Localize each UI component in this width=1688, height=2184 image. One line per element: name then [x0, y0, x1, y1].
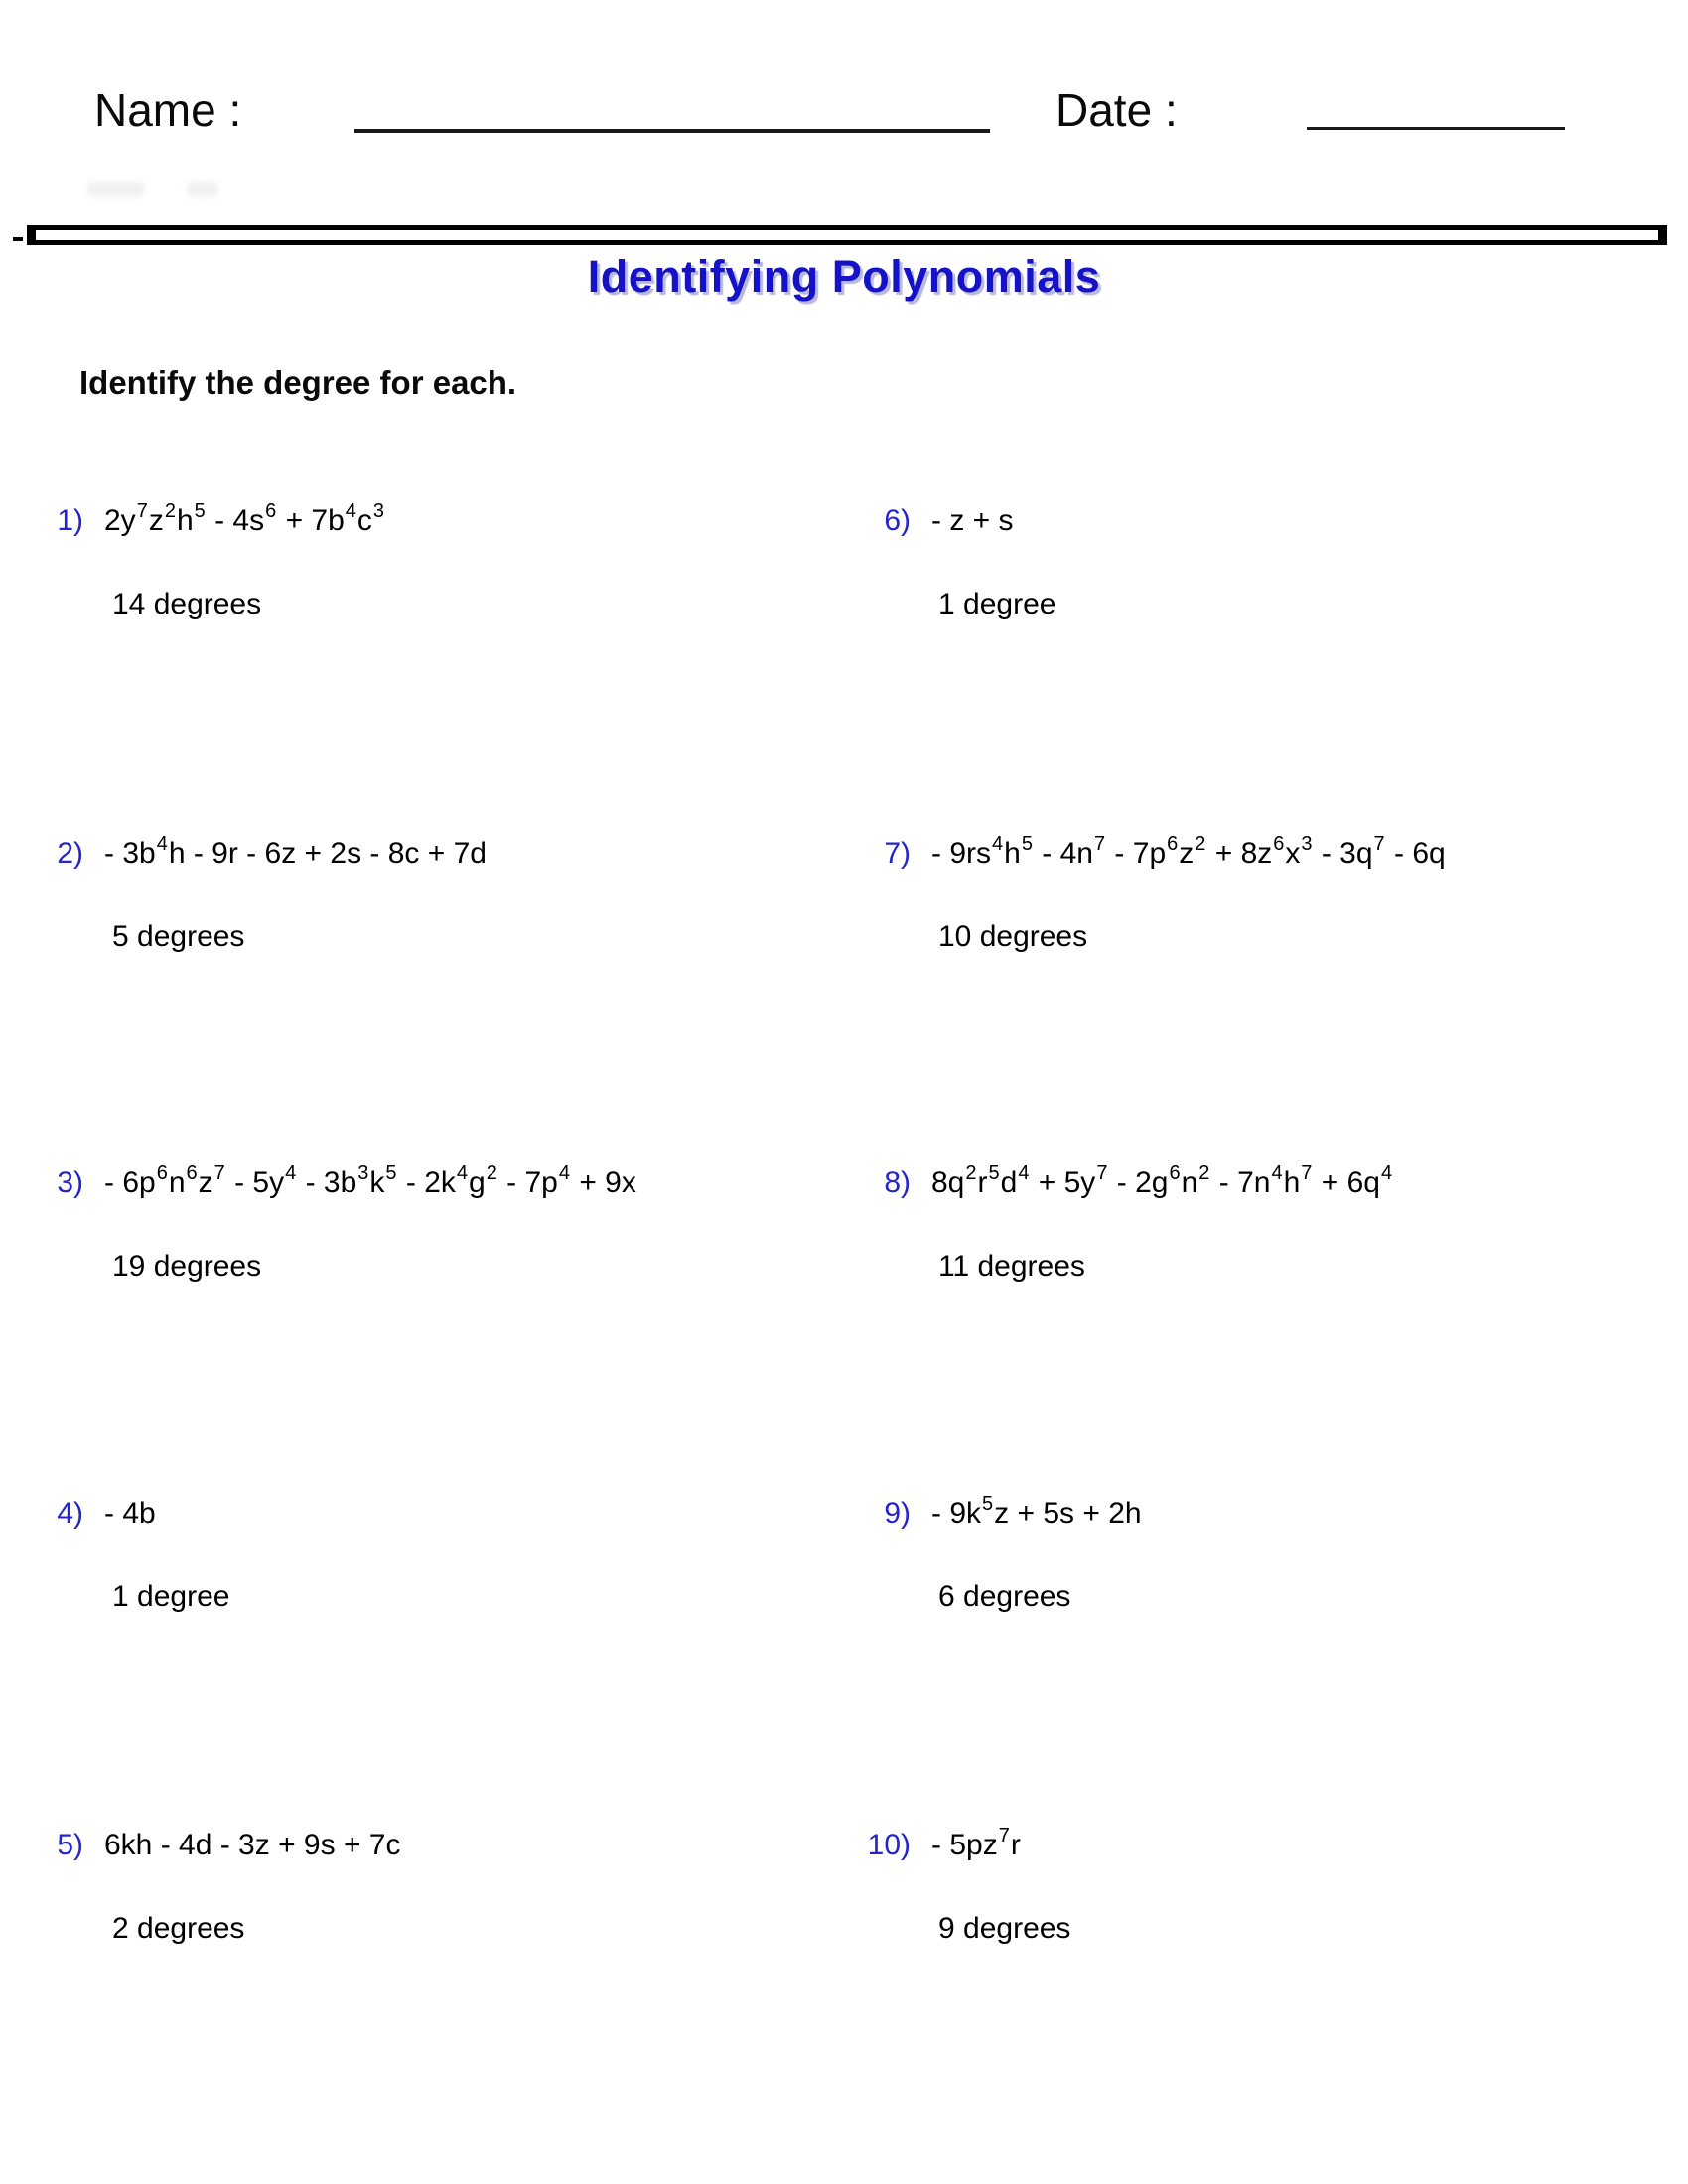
- exponent: 2: [486, 1162, 497, 1184]
- problem-number: 6): [884, 504, 911, 537]
- exponent: 5: [385, 1162, 397, 1184]
- exponent: 2: [1198, 1162, 1210, 1184]
- problem-answer: 11 degrees: [938, 1250, 1085, 1283]
- expression-text: 8q: [931, 1166, 965, 1199]
- exponent: 2: [164, 500, 176, 522]
- expression-text: + 5y: [1030, 1166, 1096, 1199]
- exponent: 4: [1380, 1162, 1393, 1184]
- exponent: 7: [1373, 833, 1385, 855]
- name-label: Name :: [94, 84, 242, 136]
- expression-text: - 5y: [225, 1166, 285, 1199]
- faint-watermark: [187, 182, 218, 197]
- exponent: 4: [156, 833, 168, 855]
- problem-number: 2): [57, 837, 83, 870]
- problem-number: 4): [57, 1497, 83, 1530]
- exponent: 6: [156, 1162, 168, 1184]
- problem-answer: 10 degrees: [938, 920, 1088, 953]
- exponent: 4: [1271, 1162, 1283, 1184]
- problem-item-3: [50, 1155, 745, 1294]
- problem-expression: [931, 504, 1014, 538]
- problem-item-1: [50, 492, 745, 631]
- expression-text: - 9k: [931, 1497, 982, 1530]
- expression-text: c: [356, 504, 372, 537]
- expression-text: z: [198, 1166, 213, 1199]
- expression-text: - 6q: [1385, 837, 1446, 870]
- exponent: 6: [186, 1162, 198, 1184]
- problem-expression: [931, 1493, 1142, 1534]
- expression-text: - 6p: [104, 1166, 156, 1199]
- expression-text: + 6q: [1313, 1166, 1380, 1199]
- exponent: 4: [558, 1162, 570, 1184]
- exponent: 7: [213, 1162, 225, 1184]
- problem-item-4: [50, 1485, 745, 1624]
- problem-item-9: [862, 1485, 1557, 1624]
- problem-item-6: [862, 492, 1557, 631]
- expression-text: - z + s: [931, 504, 1014, 537]
- expression-text: h: [1004, 837, 1021, 870]
- expression-text: 6kh - 4d - 3z + 9s + 7c: [104, 1829, 401, 1861]
- problem-answer: 6 degrees: [938, 1580, 1071, 1613]
- expression-text: k: [369, 1166, 385, 1199]
- expression-text: - 3q: [1313, 837, 1373, 870]
- expression-text: + 9x: [570, 1166, 636, 1199]
- problem-number: 3): [57, 1166, 83, 1199]
- date-label: Date :: [1055, 84, 1178, 136]
- expression-text: n: [1181, 1166, 1198, 1199]
- exponent: 7: [136, 500, 148, 522]
- problem-answer: 19 degrees: [112, 1250, 262, 1283]
- expression-text: z: [1179, 837, 1195, 870]
- instruction-text: Identify the degree for each.: [79, 364, 517, 401]
- exponent: 2: [1195, 833, 1206, 855]
- exponent: 5: [1021, 833, 1033, 855]
- exponent: 7: [1301, 1162, 1313, 1184]
- exponent: 6: [265, 500, 277, 522]
- expression-text: - 7n: [1210, 1166, 1271, 1199]
- faint-watermark: [87, 182, 145, 197]
- problem-expression: [104, 833, 487, 874]
- expression-text: - 2k: [397, 1166, 456, 1199]
- problem-item-5: [50, 1817, 745, 1956]
- problem-expression: [104, 1162, 636, 1203]
- problem-expression: [931, 1162, 1393, 1203]
- expression-text: h - 9r - 6z + 2s - 8c + 7d: [168, 837, 487, 870]
- exponent: 4: [1018, 1162, 1030, 1184]
- expression-text: - 4s: [206, 504, 265, 537]
- problem-item-2: [50, 825, 745, 964]
- expression-text: - 4b: [104, 1497, 156, 1530]
- expression-text: g: [469, 1166, 486, 1199]
- exponent: 3: [372, 500, 385, 522]
- expression-text: - 5pz: [931, 1829, 998, 1861]
- expression-text: 2y: [104, 504, 136, 537]
- problem-answer: 14 degrees: [112, 588, 262, 620]
- problem-expression: [104, 1497, 156, 1531]
- exponent: 7: [1093, 833, 1106, 855]
- expression-text: h: [176, 504, 194, 537]
- problem-expression: [104, 1829, 401, 1862]
- expression-text: x: [1285, 837, 1301, 870]
- exponent: 3: [357, 1162, 369, 1184]
- problem-number: 9): [884, 1497, 911, 1530]
- problem-answer: 1 degree: [112, 1580, 230, 1613]
- problem-item-10: [862, 1817, 1557, 1956]
- problem-number: 7): [884, 837, 911, 870]
- exponent: 6: [1169, 1162, 1181, 1184]
- problem-number: 5): [57, 1829, 83, 1861]
- expression-text: + 7b: [277, 504, 345, 537]
- name-blank-line: [354, 129, 990, 133]
- problem-answer: 2 degrees: [112, 1912, 245, 1945]
- exponent: 7: [1096, 1162, 1108, 1184]
- page-title: Identifying Polynomials: [587, 251, 1101, 302]
- problem-item-8: [862, 1155, 1557, 1294]
- exponent: 5: [988, 1162, 1000, 1184]
- problem-number: 1): [57, 504, 83, 537]
- exponent: 5: [982, 1493, 994, 1515]
- expression-text: r: [1010, 1829, 1021, 1861]
- exponent: 4: [285, 1162, 297, 1184]
- date-blank-line: [1307, 127, 1565, 130]
- exponent: 6: [1273, 833, 1285, 855]
- problem-item-7: [862, 825, 1557, 964]
- problem-answer: 5 degrees: [112, 920, 245, 953]
- divider-bar: [27, 225, 1667, 245]
- expression-text: r: [977, 1166, 988, 1199]
- expression-text: d: [1000, 1166, 1018, 1199]
- expression-text: - 9rs: [931, 837, 991, 870]
- problem-expression: [104, 500, 385, 541]
- problem-expression: [931, 1825, 1021, 1865]
- expression-text: - 3b: [104, 837, 156, 870]
- exponent: 5: [194, 500, 206, 522]
- exponent: 3: [1301, 833, 1313, 855]
- exponent: 4: [992, 833, 1004, 855]
- problem-number: 10): [867, 1829, 911, 1861]
- expression-text: n: [168, 1166, 186, 1199]
- expression-text: - 3b: [297, 1166, 357, 1199]
- problem-answer: 9 degrees: [938, 1912, 1071, 1945]
- exponent: 6: [1167, 833, 1179, 855]
- expression-text: - 7p: [497, 1166, 558, 1199]
- exponent: 4: [345, 500, 356, 522]
- expression-text: z + 5s + 2h: [994, 1497, 1142, 1530]
- problem-number: 8): [884, 1166, 911, 1199]
- expression-text: h: [1283, 1166, 1301, 1199]
- expression-text: z: [148, 504, 164, 537]
- problem-expression: [931, 833, 1446, 874]
- expression-text: - 4n: [1033, 837, 1093, 870]
- exponent: 2: [965, 1162, 977, 1184]
- expression-text: + 8z: [1206, 837, 1273, 870]
- expression-text: - 2g: [1108, 1166, 1169, 1199]
- divider-dash: [13, 237, 23, 241]
- problem-answer: 1 degree: [938, 588, 1056, 620]
- exponent: 7: [998, 1825, 1010, 1846]
- expression-text: - 7p: [1106, 837, 1167, 870]
- exponent: 4: [456, 1162, 469, 1184]
